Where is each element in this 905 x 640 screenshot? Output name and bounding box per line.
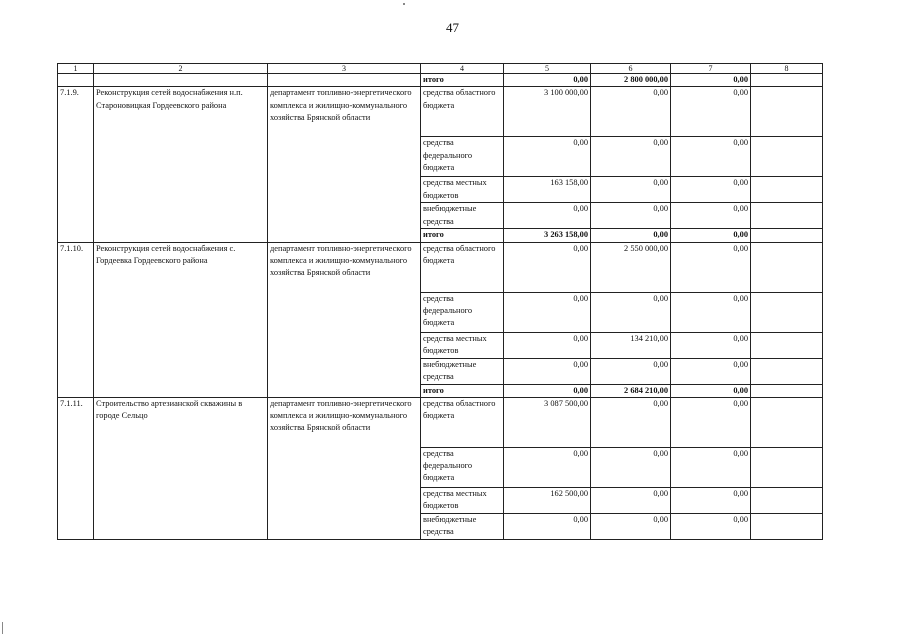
value-cell: 0,00 bbox=[591, 397, 671, 447]
value-cell: 0,00 bbox=[591, 447, 671, 487]
value-cell: 0,00 bbox=[504, 358, 591, 384]
item-department: департамент топливно-энергетического комплекса и жилищно-коммунального хозяйства Брянской области bbox=[268, 397, 421, 539]
item-name: Реконструкция сетей водоснабжения с. Гордеевка Гордеевского района bbox=[94, 242, 268, 397]
value-cell: 0,00 bbox=[671, 487, 751, 513]
value-cell: 162 500,00 bbox=[504, 487, 591, 513]
item-department: департамент топливно-энергетического комплекса и жилищно-коммунального хозяйства Брянской области bbox=[268, 87, 421, 242]
value-cell: 134 210,00 bbox=[591, 332, 671, 358]
funding-source: внебюджетные средства bbox=[421, 513, 504, 539]
column-header: 8 bbox=[751, 64, 823, 74]
item-name: Строительство артезианской скважины в городе Сельцо bbox=[94, 397, 268, 539]
value-cell: 0,00 bbox=[671, 203, 751, 229]
value-cell: 0,00 bbox=[591, 177, 671, 203]
total-label: итого bbox=[421, 229, 504, 242]
value-cell: 3 087 500,00 bbox=[504, 397, 591, 447]
value-cell: 2 800 000,00 bbox=[591, 74, 671, 87]
funding-source: средства федерального бюджета bbox=[421, 137, 504, 177]
value-cell: 0,00 bbox=[504, 447, 591, 487]
value-cell: 0,00 bbox=[504, 74, 591, 87]
column-header: 2 bbox=[94, 64, 268, 74]
value-cell: 0,00 bbox=[671, 137, 751, 177]
value-cell: 0,00 bbox=[504, 292, 591, 332]
item-number: 7.1.9. bbox=[58, 87, 94, 242]
funding-source: средства федерального бюджета bbox=[421, 292, 504, 332]
funding-source: средства местных бюджетов bbox=[421, 332, 504, 358]
item-department: департамент топливно-энергетического комплекса и жилищно-коммунального хозяйства Брянской области bbox=[268, 242, 421, 397]
value-cell: 0,00 bbox=[504, 513, 591, 539]
scan-speck bbox=[2, 622, 3, 634]
value-cell: 0,00 bbox=[504, 137, 591, 177]
value-cell: 0,00 bbox=[591, 292, 671, 332]
funding-source: внебюджетные средства bbox=[421, 358, 504, 384]
value-cell: 0,00 bbox=[671, 74, 751, 87]
column-header: 7 bbox=[671, 64, 751, 74]
value-cell: 0,00 bbox=[671, 513, 751, 539]
funding-source: средства областного бюджета bbox=[421, 87, 504, 137]
item-number: 7.1.10. bbox=[58, 242, 94, 397]
total-row bbox=[58, 74, 823, 87]
funding-source: внебюджетные средства bbox=[421, 203, 504, 229]
value-cell: 0,00 bbox=[591, 487, 671, 513]
funding-source: средства местных бюджетов bbox=[421, 177, 504, 203]
column-header: 6 bbox=[591, 64, 671, 74]
value-cell: 3 100 000,00 bbox=[504, 87, 591, 137]
value-cell: 0,00 bbox=[591, 87, 671, 137]
column-header: 5 bbox=[504, 64, 591, 74]
value-cell: 0,00 bbox=[591, 358, 671, 384]
column-header: 3 bbox=[268, 64, 421, 74]
value-cell: 0,00 bbox=[671, 397, 751, 447]
value-cell: 0,00 bbox=[671, 177, 751, 203]
funding-source: средства местных бюджетов bbox=[421, 487, 504, 513]
value-cell: 2 684 210,00 bbox=[591, 384, 671, 397]
column-number-row bbox=[58, 64, 823, 74]
value-cell: 0,00 bbox=[504, 203, 591, 229]
value-cell: 0,00 bbox=[591, 137, 671, 177]
value-cell: 0,00 bbox=[591, 229, 671, 242]
value-cell: 3 263 158,00 bbox=[504, 229, 591, 242]
value-cell: 0,00 bbox=[671, 292, 751, 332]
budget-table bbox=[57, 63, 823, 540]
value-cell: 0,00 bbox=[504, 384, 591, 397]
value-cell: 163 158,00 bbox=[504, 177, 591, 203]
value-cell: 0,00 bbox=[504, 332, 591, 358]
column-header: 1 bbox=[58, 64, 94, 74]
value-cell: 0,00 bbox=[504, 242, 591, 292]
funding-source: средства областного бюджета bbox=[421, 242, 504, 292]
value-cell: 0,00 bbox=[591, 203, 671, 229]
value-cell: 0,00 bbox=[671, 358, 751, 384]
value-cell: 0,00 bbox=[671, 384, 751, 397]
value-cell: 0,00 bbox=[671, 87, 751, 137]
page-number: 47 bbox=[446, 20, 459, 35]
total-label: итого bbox=[421, 384, 504, 397]
item-number: 7.1.11. bbox=[58, 397, 94, 539]
scan-speck bbox=[403, 3, 405, 5]
table-row bbox=[58, 397, 823, 447]
table-row bbox=[58, 242, 823, 292]
item-name: Реконструкция сетей водоснабжения н.п. Староновицкая Гордеевского района bbox=[94, 87, 268, 242]
value-cell: 0,00 bbox=[671, 242, 751, 292]
value-cell: 0,00 bbox=[671, 332, 751, 358]
value-cell: 0,00 bbox=[671, 447, 751, 487]
value-cell: 0,00 bbox=[591, 513, 671, 539]
column-header: 4 bbox=[421, 64, 504, 74]
funding-source: средства федерального бюджета bbox=[421, 447, 504, 487]
table-row bbox=[58, 87, 823, 137]
value-cell: 2 550 000,00 bbox=[591, 242, 671, 292]
total-label: итого bbox=[421, 74, 504, 87]
funding-source: средства областного бюджета bbox=[421, 397, 504, 447]
value-cell: 0,00 bbox=[671, 229, 751, 242]
